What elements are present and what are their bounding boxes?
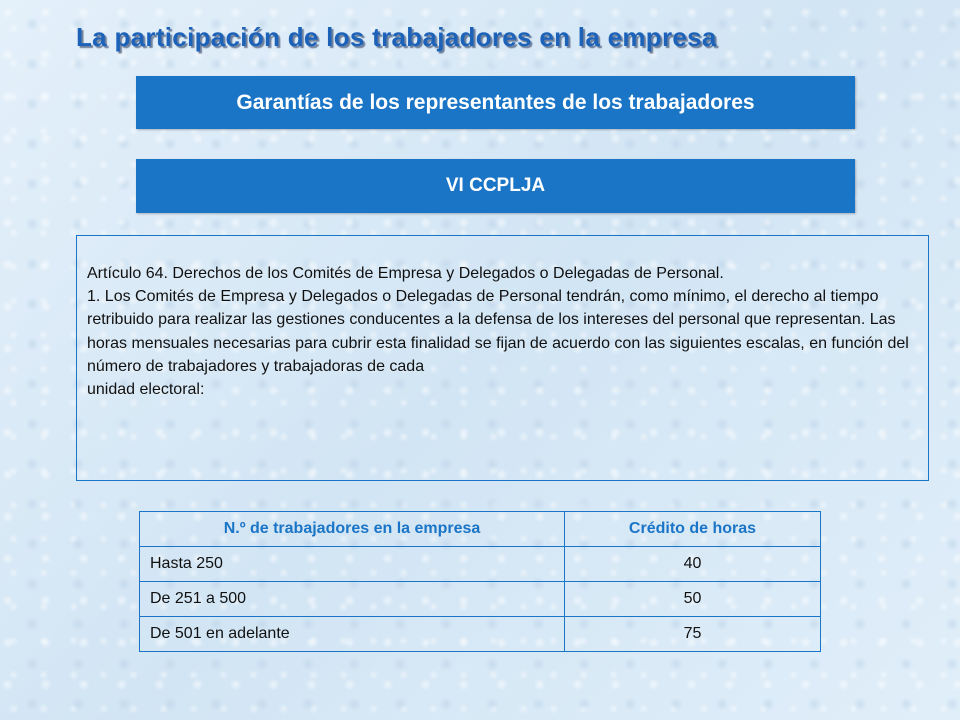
article-heading: Artículo 64. Derechos de los Comités de Empresa y Delegados o Delegadas de Personal. xyxy=(87,265,724,282)
cell-credit: 40 xyxy=(565,547,821,582)
agreement-banner xyxy=(136,159,855,213)
article-body-end: unidad electoral: xyxy=(87,381,205,399)
column-header-workers: N.º de trabajadores en la empresa xyxy=(140,512,565,547)
cell-credit: 75 xyxy=(565,617,821,652)
table-header-row xyxy=(140,512,821,547)
article-body: 1. Los Comités de Empresa y Delegados o Delegadas de Personal tendrán, como mínimo, el derecho al tiempo retribuido para realizar las gestiones conducentes a la defensa de los intereses del personal que representan. Las horas mensuales necesarias para cubrir esta finalidad se fijan de acuerdo con las siguientes escalas, en función del número de trabajadores y trabajadoras de cada xyxy=(87,288,909,375)
cell-credit: 50 xyxy=(565,582,821,617)
cell-workers: Hasta 250 xyxy=(140,547,565,582)
subtitle-banner-text: Garantías de los representantes de los trabajadores xyxy=(236,90,755,114)
agreement-banner-text: VI CCPLJA xyxy=(445,175,546,196)
cell-workers: De 251 a 500 xyxy=(140,582,565,617)
subtitle-banner xyxy=(136,76,855,129)
table-row xyxy=(140,617,821,652)
hours-credit-table xyxy=(139,511,821,652)
column-header-credit: Crédito de horas xyxy=(565,512,821,547)
table-row xyxy=(140,582,821,617)
table-row xyxy=(140,547,821,582)
page-title: La participación de los trabajadores en la empresa xyxy=(76,22,717,52)
article-text-box xyxy=(76,235,929,481)
cell-workers: De 501 en adelante xyxy=(140,617,565,652)
